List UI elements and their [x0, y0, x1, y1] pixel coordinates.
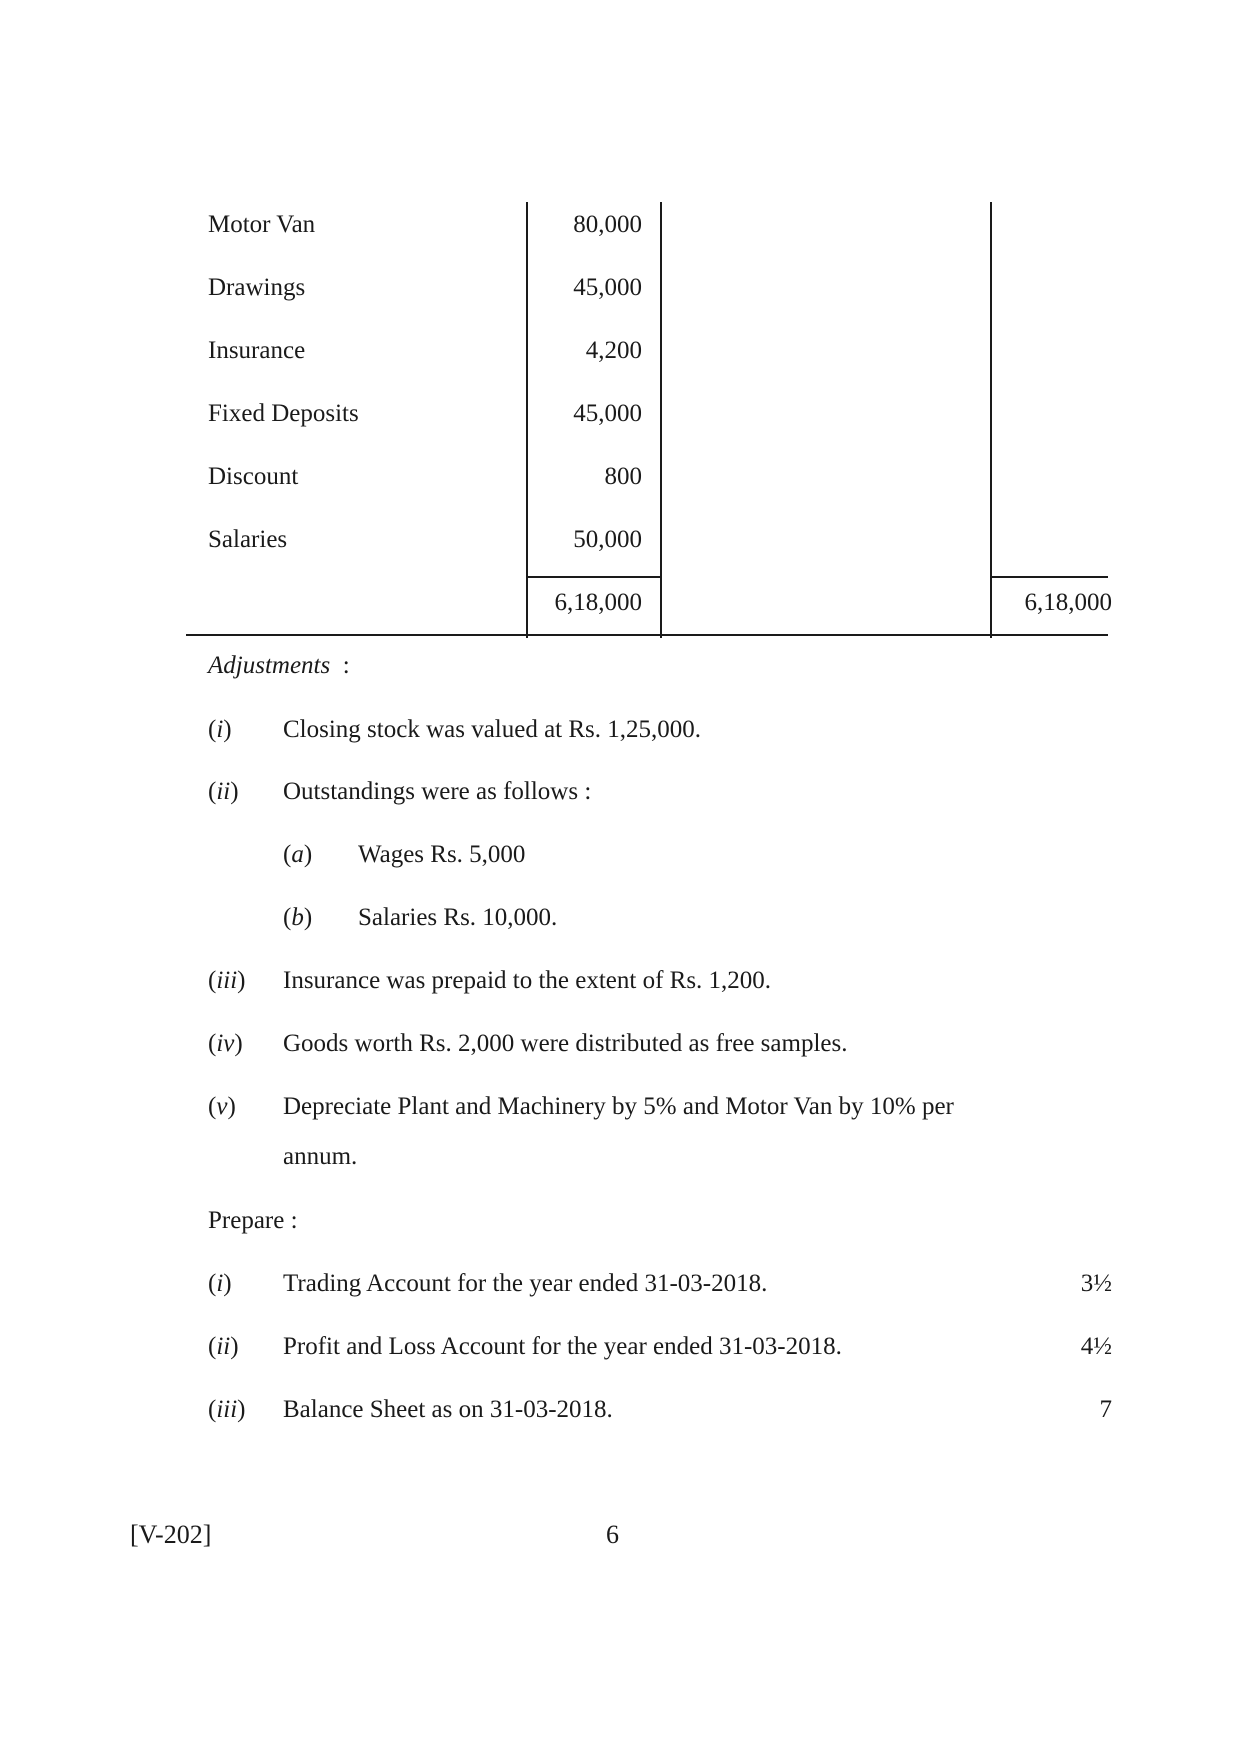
adjustment-number: (i) [208, 716, 232, 743]
sub-item-text: Wages Rs. 5,000 [358, 841, 526, 868]
table-column-rule-1 [526, 202, 528, 638]
prepare-number: (i) [208, 1270, 232, 1297]
page-number: 6 [606, 1520, 619, 1549]
adjustment-number: (v) [208, 1093, 236, 1120]
table-column-rule-2 [660, 202, 662, 638]
debit-total: 6,18,000 [554, 589, 642, 616]
ledger-amount: 50,000 [573, 526, 642, 553]
adjustments-heading-text: Adjustments [208, 652, 331, 679]
prepare-number-label: iii [216, 1396, 238, 1423]
ledger-amount: 800 [604, 463, 642, 490]
adjustment-number-label: iv [216, 1030, 235, 1057]
prepare-number: (iii) [208, 1396, 246, 1423]
adjustments-heading-colon: : [342, 652, 350, 679]
credit-total: 6,18,000 [1024, 589, 1112, 616]
credit-total-rule [990, 576, 1108, 578]
adjustment-text: Insurance was prepaid to the extent of Rs. 1,200. [283, 967, 772, 994]
ledger-account-name: Drawings [208, 274, 306, 301]
marks-value: 7 [1099, 1396, 1112, 1423]
table-bottom-rule [186, 634, 1108, 636]
prepare-text: Trading Account for the year ended 31-03-2018. [283, 1270, 768, 1297]
adjustments-heading [208, 652, 350, 680]
prepare-heading: Prepare : [208, 1207, 298, 1234]
prepare-number: (ii) [208, 1333, 239, 1360]
adjustment-number: (iii) [208, 967, 246, 994]
sub-item-number-label: b [291, 904, 304, 931]
adjustment-number: (iv) [208, 1030, 243, 1057]
sub-item-number-label: a [291, 841, 304, 868]
ledger-account-name: Motor Van [208, 211, 316, 238]
marks-value: 4½ [1080, 1333, 1112, 1360]
ledger-amount: 4,200 [585, 337, 642, 364]
adjustment-number-label: i [216, 716, 224, 743]
ledger-amount: 80,000 [573, 211, 642, 238]
adjustment-text-continued: annum. [283, 1143, 358, 1170]
ledger-account-name: Fixed Deposits [208, 400, 359, 427]
prepare-number-label: i [216, 1270, 224, 1297]
sub-item-text: Salaries Rs. 10,000. [358, 904, 558, 931]
adjustment-text: Depreciate Plant and Machinery by 5% and Motor Van by 10% per [283, 1093, 954, 1120]
table-column-rule-3 [990, 202, 992, 638]
ledger-account-name: Discount [208, 463, 299, 490]
adjustment-text: Goods worth Rs. 2,000 were distributed as free samples. [283, 1030, 848, 1057]
adjustment-text: Outstandings were as follows : [283, 778, 592, 805]
adjustment-number-label: v [216, 1093, 228, 1120]
ledger-account-name: Insurance [208, 337, 306, 364]
prepare-text: Profit and Loss Account for the year ended 31-03-2018. [283, 1333, 842, 1360]
sub-item-number: (a) [283, 841, 313, 868]
adjustment-number-label: ii [216, 778, 231, 805]
adjustment-text: Closing stock was valued at Rs. 1,25,000. [283, 716, 702, 743]
ledger-amount: 45,000 [573, 400, 642, 427]
prepare-number-label: ii [216, 1333, 231, 1360]
paper-code: [V-202] [130, 1520, 212, 1549]
ledger-account-name: Salaries [208, 526, 288, 553]
prepare-text: Balance Sheet as on 31-03-2018. [283, 1396, 613, 1423]
adjustment-number: (ii) [208, 778, 239, 805]
adjustment-number-label: iii [216, 967, 238, 994]
marks-value: 3½ [1080, 1270, 1112, 1297]
debit-total-rule [526, 576, 662, 578]
sub-item-number: (b) [283, 904, 313, 931]
ledger-amount: 45,000 [573, 274, 642, 301]
